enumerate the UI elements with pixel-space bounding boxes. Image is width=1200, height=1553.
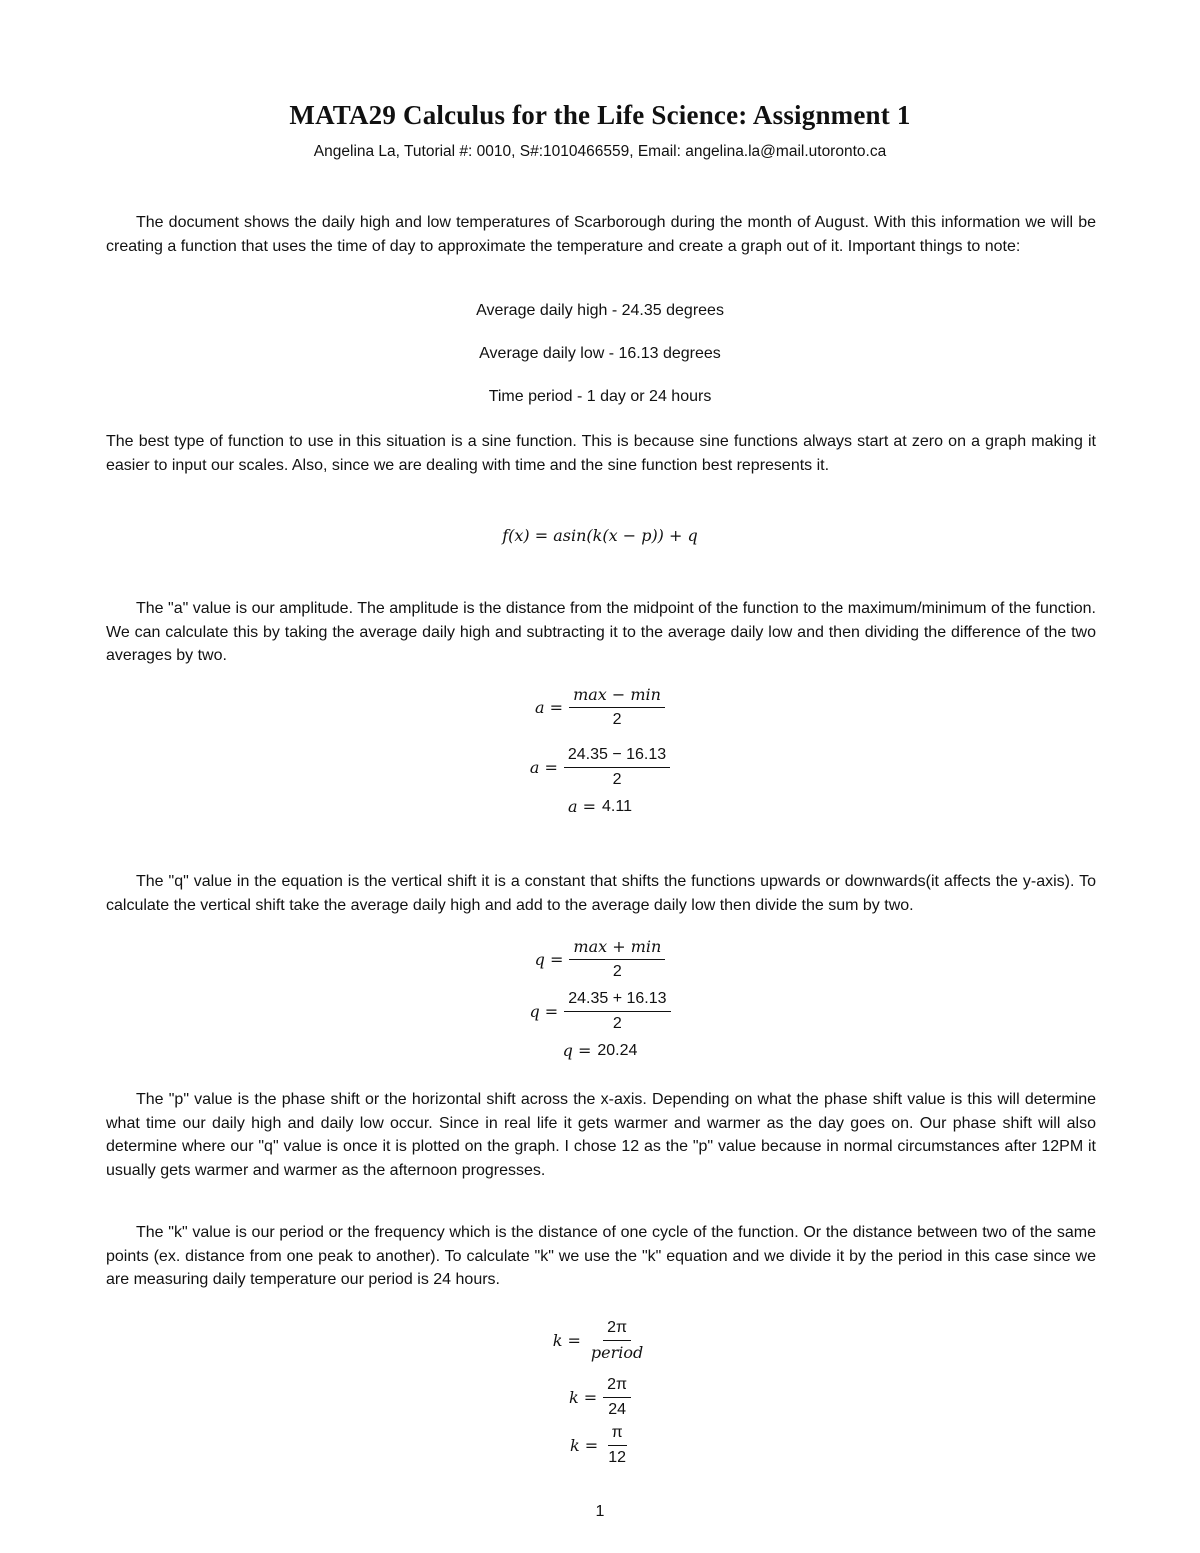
fraction-numerator: 2π	[603, 1318, 631, 1341]
fraction	[587, 1318, 647, 1363]
fraction-denominator: 24	[608, 1401, 626, 1418]
fraction-numerator: 24.35 − 16.13	[564, 745, 670, 768]
fraction	[569, 685, 665, 730]
fraction-denominator: period	[590, 1343, 644, 1362]
author-line: Angelina La, Tutorial #: 0010, S#:1010466559, Email: angelina.la@mail.utoronto.ca	[313, 143, 887, 160]
period-paragraph: The "k" value is our period or the frequency which is the distance of one cycle of the function. Or the distance between two of the same points (ex. distance from one peak to another). To calculate "k" we use the "k" equation and we divide it by the period in this case since we are measuring daily temperature our period is 24 hours.	[106, 1224, 1096, 1288]
function-paragraph: The best type of function to use in this situation is a sine function. This is because sine functions always start at zero on a graph making it easier to input our scales. Also, since we are dealing with time and the sine function best represents it.	[106, 433, 1096, 474]
note-average-high: Average daily high - 24.35 degrees	[476, 302, 724, 319]
intro-paragraph: The document shows the daily high and low temperatures of Scarborough during the month of August. With this information we will be creating a function that uses the time of day to approximate the temperature and create a graph out of it. Important things to note:	[106, 214, 1096, 255]
equation-lhs: a =	[529, 758, 558, 777]
phase-shift-paragraph: The "p" value is the phase shift or the horizontal shift across the x-axis. Depending on what the phase shift value is this will determine what time our daily high and daily low occur. Since in real life it gets warmer and warmer as the day goes on. Our phase shift will also determine where our "q" value is once it is plotted on the graph. I chose 12 as the "p" value because in normal circumstances after 12PM it usually gets warmer and warmer as the afternoon progresses.	[106, 1091, 1096, 1179]
vertical-shift-paragraph: The "q" value in the equation is the vertical shift it is a constant that shifts the functions upwards or downwards(it affects the y-axis). To calculate the vertical shift take the average daily high and add to the average daily low then divide the sum by two.	[106, 873, 1096, 914]
fraction-numerator: max + min	[569, 937, 665, 960]
fraction	[564, 989, 670, 1034]
note-average-low: Average daily low - 16.13 degrees	[479, 345, 721, 362]
equation-lhs: k =	[568, 1388, 598, 1407]
fraction-denominator: 2	[612, 711, 622, 728]
equation-lhs: q =	[534, 950, 564, 969]
note-time-period: Time period - 1 day or 24 hours	[488, 388, 712, 405]
sine-formula	[0, 526, 1200, 545]
amplitude-equation-3	[0, 797, 1200, 816]
fraction	[604, 1423, 630, 1468]
equation-lhs: q =	[562, 1041, 592, 1060]
fraction	[569, 937, 665, 982]
amplitude-equation-2	[0, 745, 1200, 790]
period-equation-1	[0, 1318, 1200, 1363]
equation-rhs: 20.24	[597, 1041, 638, 1059]
fraction-denominator: 2	[612, 1015, 622, 1032]
equation-lhs: k =	[552, 1331, 581, 1350]
document-title: MATA29 Calculus for the Life Science: Assignment 1	[289, 100, 911, 130]
period-equation-3	[0, 1423, 1200, 1468]
fraction-numerator: π	[608, 1423, 627, 1446]
page-number: 1	[595, 1503, 605, 1520]
period-equation-2	[0, 1375, 1200, 1420]
sine-formula-text: f(x) = asin(k(x − p)) + q	[502, 526, 698, 545]
vertical-equation-2	[0, 989, 1200, 1034]
equation-lhs: k =	[570, 1436, 599, 1455]
equation-lhs: a =	[568, 797, 597, 816]
equation-lhs: a =	[535, 698, 564, 717]
equation-rhs: 4.11	[602, 797, 632, 815]
fraction	[603, 1375, 631, 1420]
vertical-equation-3	[0, 1041, 1200, 1060]
amplitude-equation-1	[0, 685, 1200, 730]
fraction-denominator: 12	[608, 1449, 626, 1466]
fraction-numerator: 2π	[603, 1375, 631, 1398]
fraction-denominator: 2	[612, 963, 622, 980]
fraction-denominator: 2	[612, 771, 622, 788]
amplitude-paragraph: The "a" value is our amplitude. The amplitude is the distance from the midpoint of the function to the maximum/minimum of the function. We can calculate this by taking the average daily high and subtracting it to the average daily low and then dividing the difference of the two averages by two.	[106, 600, 1096, 664]
fraction-numerator: max − min	[569, 685, 665, 708]
fraction-numerator: 24.35 + 16.13	[564, 989, 670, 1012]
fraction	[564, 745, 670, 790]
equation-lhs: q =	[529, 1002, 559, 1021]
vertical-equation-1	[0, 937, 1200, 982]
